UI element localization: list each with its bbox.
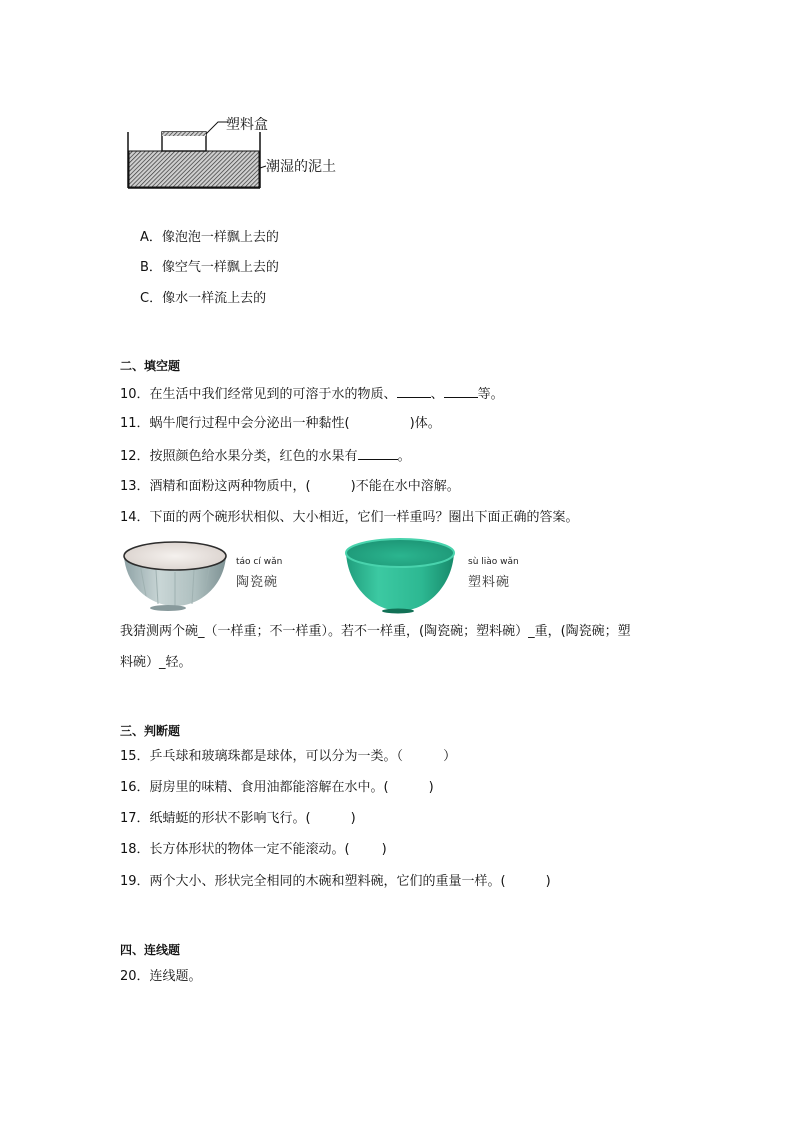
option-b[interactable]: [140, 258, 279, 278]
option-a[interactable]: [140, 228, 279, 248]
section4-heading: 四、连线题: [120, 943, 181, 957]
plastic-bowl-icon: [340, 533, 460, 615]
q14-answer-line-1[interactable]: 我猜测两个碗_（一样重；不一样重）。若不一样重，(陶瓷碗；塑料碗）_重，(陶瓷碗；塑: [120, 624, 631, 639]
question-11: 11．蜗牛爬行过程中会分泌出一种黏性( )体。: [120, 416, 441, 431]
ceramic-bowl-icon: [120, 534, 230, 614]
question-20: 20．连线题。: [120, 969, 202, 984]
option-b-letter: B．: [140, 260, 162, 275]
plastic-label: 塑料碗: [468, 575, 511, 590]
question-14: 14．下面的两个碗形状相似、大小相近，它们一样重吗？圈出下面正确的答案。: [120, 510, 579, 525]
question-17: 17．纸蜻蜓的形状不影响飞行。( ): [120, 811, 356, 826]
option-c-text: 像水一样流上去的: [162, 291, 267, 306]
plastic-pinyin: sù liào wǎn: [468, 557, 519, 567]
question-13: 13．酒精和面粉这两种物质中，( )不能在水中溶解。: [120, 479, 460, 494]
ceramic-label: 陶瓷碗: [236, 575, 279, 590]
q10-blank-1[interactable]: [397, 383, 431, 398]
option-a-letter: A．: [140, 230, 162, 245]
option-b-text: 像空气一样飘上去的: [161, 260, 279, 275]
question-15: 15．乒乓球和玻璃珠都是球体，可以分为一类。（ ）: [120, 749, 457, 764]
question-12: 12．按照颜色给水果分类，红色的水果有 。: [120, 445, 411, 467]
q14-answer-line-2[interactable]: 料碗）_轻。: [120, 655, 192, 670]
plastic-bowl-image: [340, 533, 460, 619]
option-c-letter: C．: [140, 291, 163, 306]
q12-blank[interactable]: [358, 445, 398, 460]
question-19: 19．两个大小、形状完全相同的木碗和塑料碗，它们的重量一样。( ): [120, 874, 551, 889]
q10-blank-2[interactable]: [444, 383, 478, 398]
question-10: 10．在生活中我们经常见到的可溶于水的物质、 、 等。: [120, 383, 504, 405]
question-18: 18．长方体形状的物体一定不能滚动。( ): [120, 842, 387, 857]
box-label: 塑料盒: [226, 117, 268, 133]
section2-heading: 二、填空题: [120, 359, 181, 373]
ceramic-bowl-image: [120, 534, 230, 618]
question-16: 16．厨房里的味精、食用油都能溶解在水中。( ): [120, 780, 434, 795]
option-c[interactable]: [140, 289, 266, 309]
section3-heading: 三、判断题: [120, 724, 181, 738]
option-a-text: 像泡泡一样飘上去的: [161, 230, 279, 245]
soil-label: 潮湿的泥土: [266, 159, 336, 175]
ceramic-pinyin: táo cí wǎn: [236, 557, 283, 567]
